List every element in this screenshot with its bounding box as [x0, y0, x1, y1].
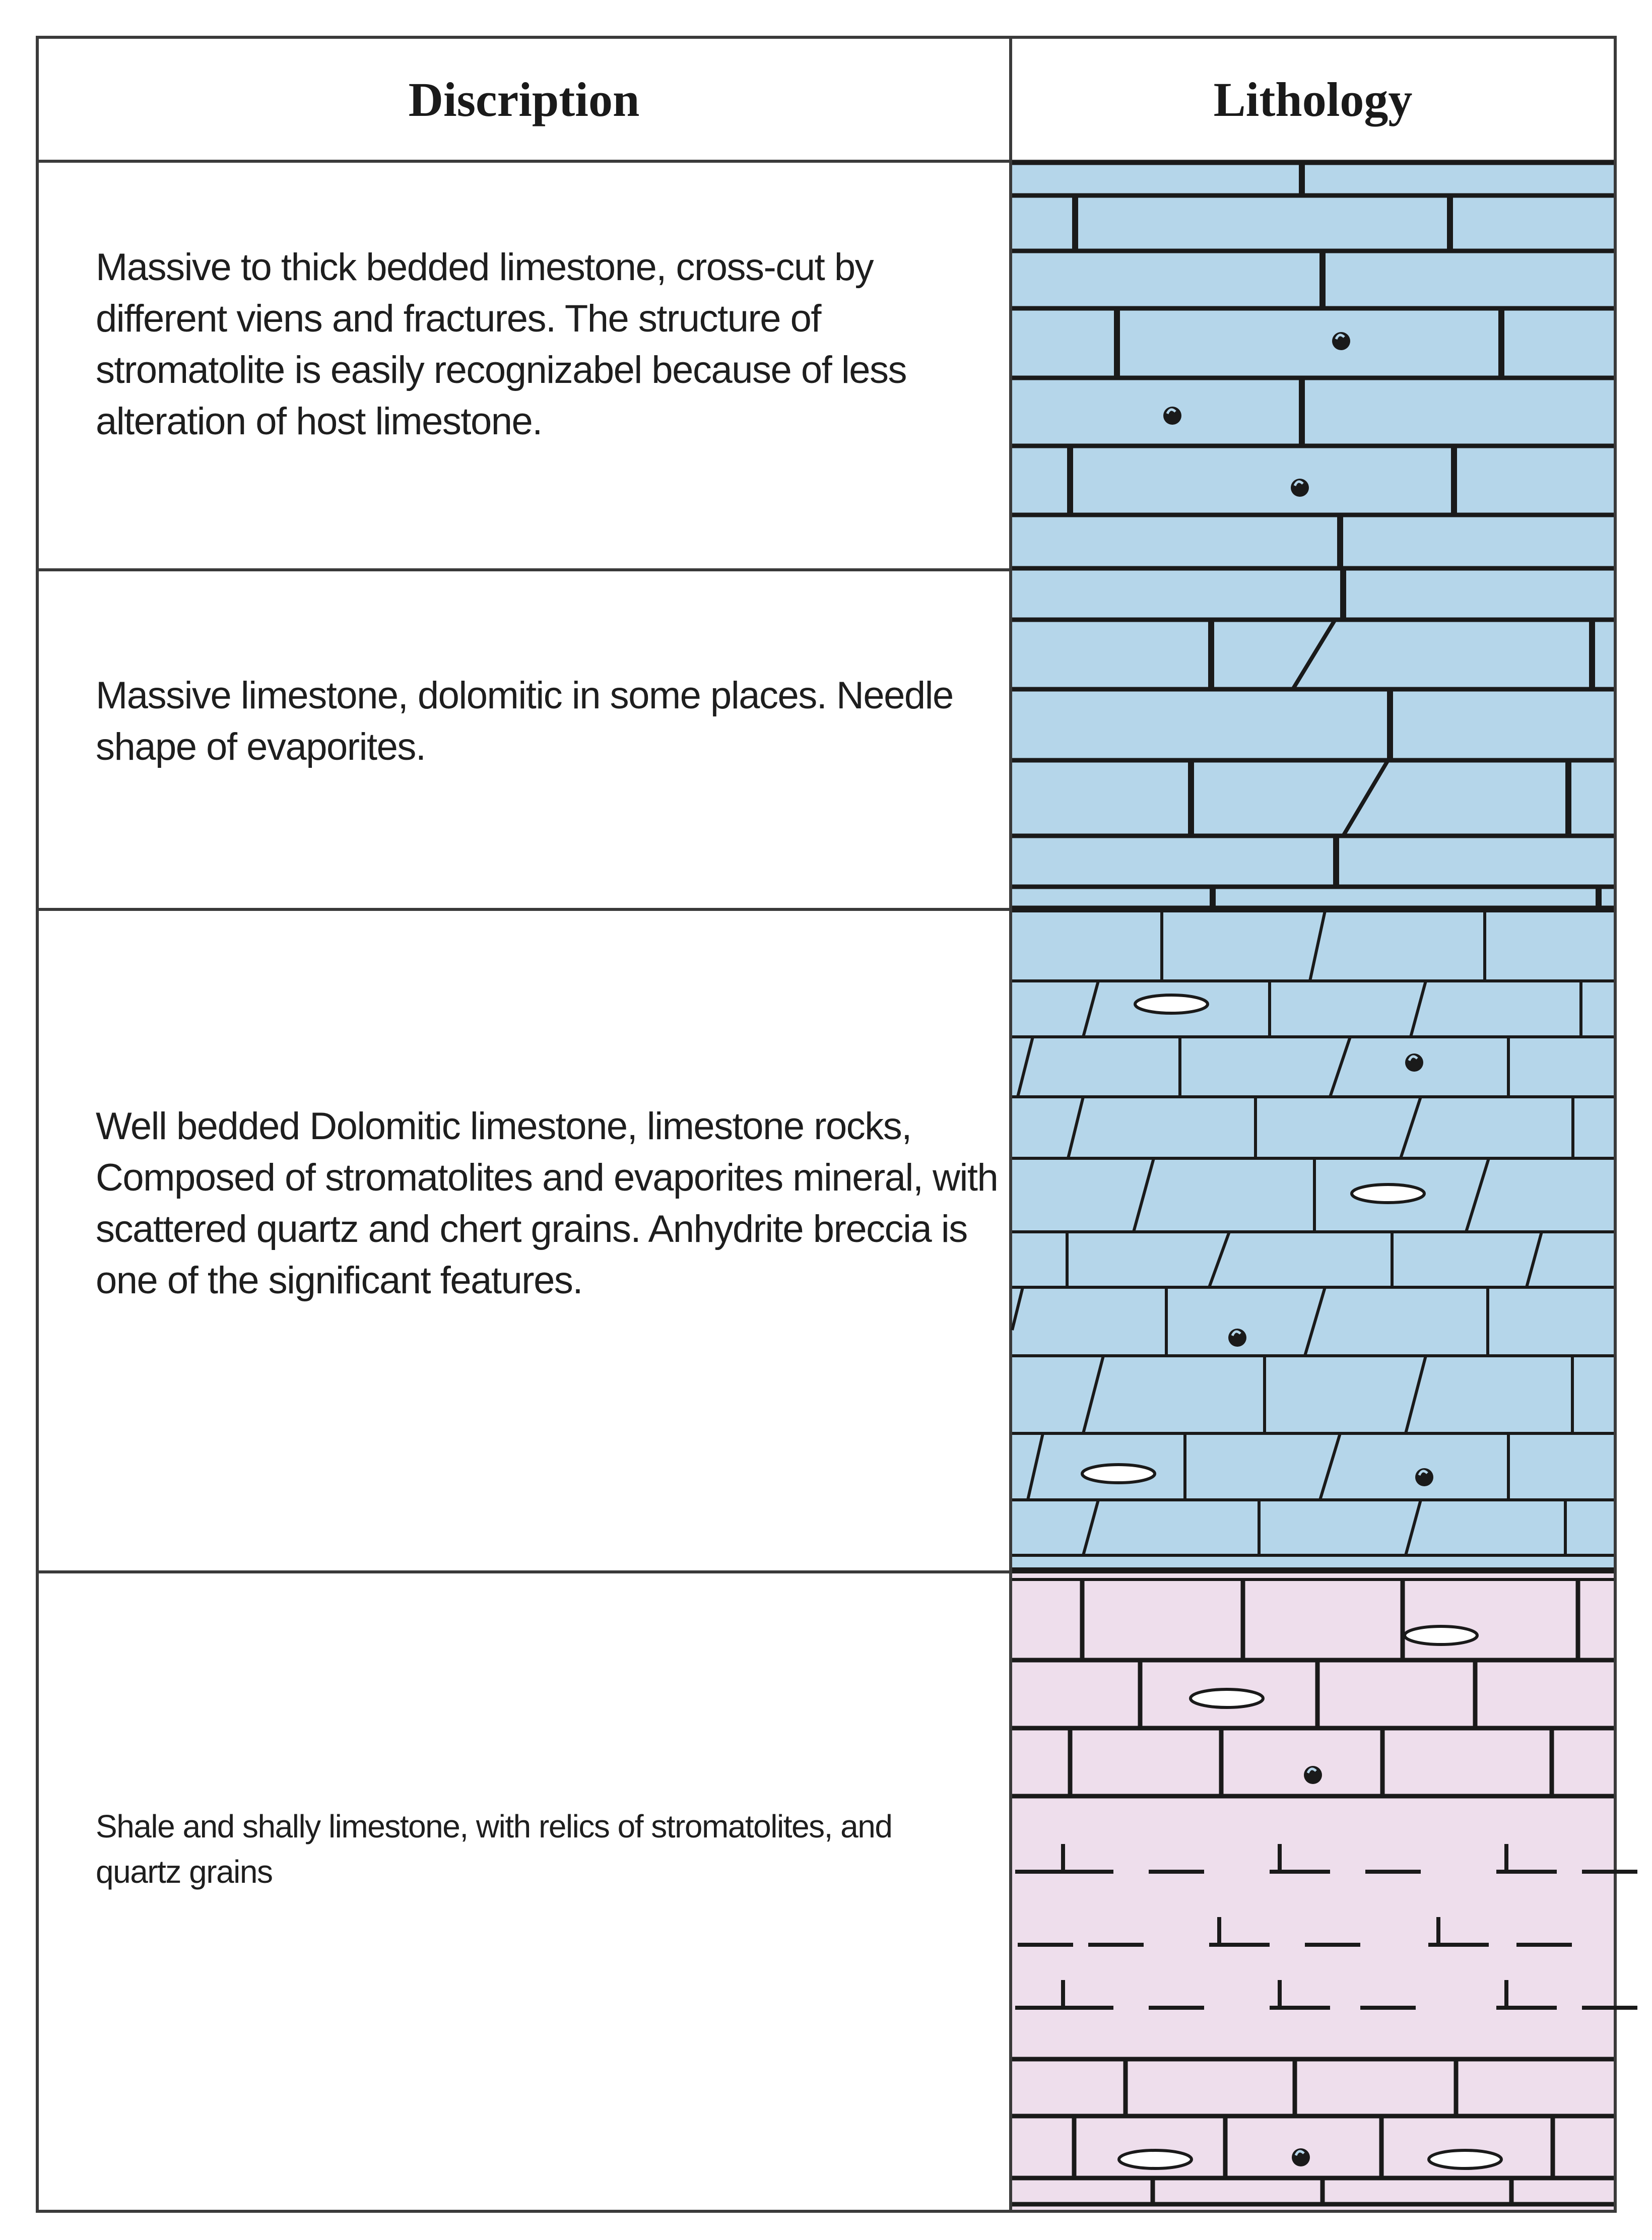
description-row-3: Well bedded Dolomitic limestone, limestone rocks, Composed of stromatolites and evaporites mineral, with scattered quartz and chert grains. Anhydrite breccia is one of the significant features. — [96, 1105, 998, 1302]
lithology-header: Lithology — [1213, 72, 1413, 126]
evaporite-nodule-icon — [1429, 2150, 1501, 2168]
description-header: Discription — [408, 72, 640, 126]
evaporite-nodule-icon — [1082, 1465, 1155, 1483]
evaporite-nodule-icon — [1352, 1184, 1424, 1203]
description-row-2: Massive limestone, dolomitic in some places. Needle shape of evaporites. — [96, 674, 953, 768]
evaporite-nodule-icon — [1191, 1689, 1263, 1707]
evaporite-nodule-icon — [1405, 1626, 1477, 1644]
limestone-fill-upper — [1012, 163, 1614, 908]
evaporite-nodule-icon — [1119, 2150, 1192, 2168]
evaporite-nodule-icon — [1135, 995, 1208, 1013]
description-row-4: Shale and shally limestone, with relics of stromatolites, and quartz grains — [96, 1808, 892, 1890]
description-row-1: Massive to thick bedded limestone, cross-cut by different viens and fractures. The structure of stromatolite is easily recognizabel because of less alteration of host limestone. — [96, 246, 907, 443]
